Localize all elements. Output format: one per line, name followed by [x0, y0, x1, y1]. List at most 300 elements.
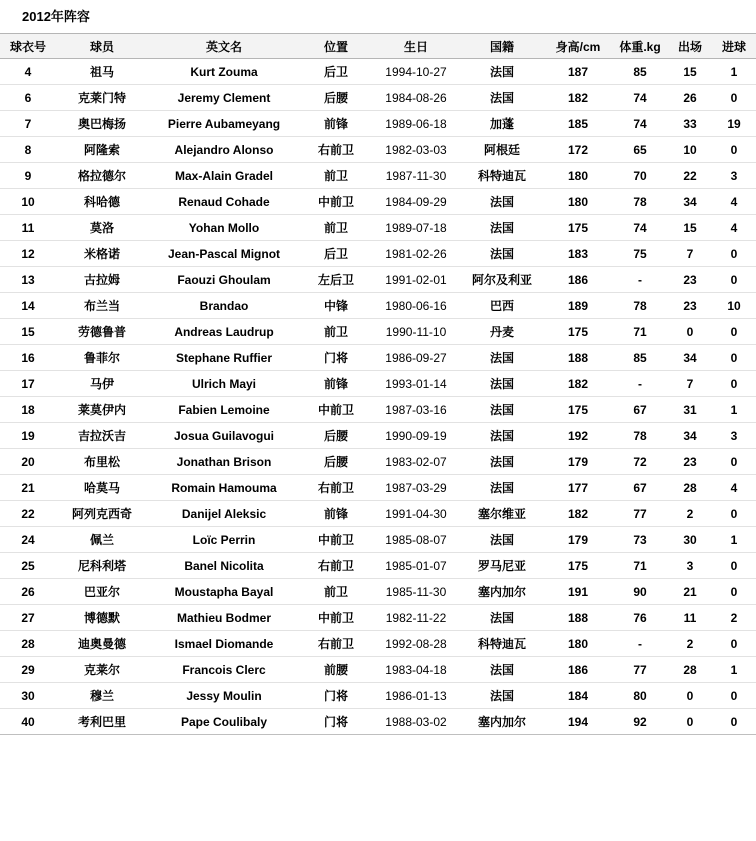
cell-height: 182 [544, 371, 612, 397]
column-header-weight: 体重.kg [612, 34, 668, 59]
cell-goals: 0 [712, 553, 756, 579]
cell-player: 莱莫伊内 [56, 397, 148, 423]
table-row [0, 59, 756, 85]
cell-weight: 76 [612, 605, 668, 631]
cell-birthday: 1985-11-30 [372, 579, 460, 605]
cell-english-name: Banel Nicolita [148, 553, 300, 579]
cell-nationality: 法国 [460, 215, 544, 241]
cell-nationality: 塞内加尔 [460, 579, 544, 605]
cell-player: 佩兰 [56, 527, 148, 553]
cell-weight: 92 [612, 709, 668, 735]
cell-player: 穆兰 [56, 683, 148, 709]
cell-appearances: 2 [668, 631, 712, 657]
column-header-appearances: 出场 [668, 34, 712, 59]
cell-position: 后腰 [300, 85, 372, 111]
cell-birthday: 1986-09-27 [372, 345, 460, 371]
table-row [0, 579, 756, 605]
cell-player: 劳德鲁普 [56, 319, 148, 345]
cell-appearances: 2 [668, 501, 712, 527]
cell-player: 米格诺 [56, 241, 148, 267]
table-row [0, 215, 756, 241]
table-row [0, 137, 756, 163]
cell-height: 175 [544, 215, 612, 241]
cell-position: 前锋 [300, 501, 372, 527]
cell-height: 187 [544, 59, 612, 85]
table-row [0, 423, 756, 449]
table-row [0, 683, 756, 709]
cell-position: 前锋 [300, 111, 372, 137]
cell-height: 172 [544, 137, 612, 163]
cell-player: 鲁菲尔 [56, 345, 148, 371]
table-row [0, 371, 756, 397]
cell-appearances: 23 [668, 293, 712, 319]
cell-goals: 0 [712, 345, 756, 371]
cell-player: 阿隆索 [56, 137, 148, 163]
cell-english-name: Josua Guilavogui [148, 423, 300, 449]
cell-appearances: 34 [668, 189, 712, 215]
cell-player: 巴亚尔 [56, 579, 148, 605]
cell-goals: 0 [712, 501, 756, 527]
cell-height: 180 [544, 631, 612, 657]
cell-nationality: 塞尔维亚 [460, 501, 544, 527]
cell-english-name: Pierre Aubameyang [148, 111, 300, 137]
cell-shirt-number: 28 [0, 631, 56, 657]
cell-nationality: 法国 [460, 397, 544, 423]
cell-appearances: 31 [668, 397, 712, 423]
cell-nationality: 丹麦 [460, 319, 544, 345]
table-row [0, 397, 756, 423]
column-header-player: 球员 [56, 34, 148, 59]
cell-birthday: 1991-04-30 [372, 501, 460, 527]
cell-weight: - [612, 371, 668, 397]
cell-goals: 0 [712, 579, 756, 605]
cell-weight: 85 [612, 345, 668, 371]
cell-english-name: Yohan Mollo [148, 215, 300, 241]
cell-goals: 19 [712, 111, 756, 137]
page-title: 2012年阵容 [22, 9, 90, 24]
cell-height: 185 [544, 111, 612, 137]
cell-position: 门将 [300, 683, 372, 709]
cell-height: 179 [544, 527, 612, 553]
cell-position: 前卫 [300, 319, 372, 345]
cell-birthday: 1983-02-07 [372, 449, 460, 475]
cell-english-name: Mathieu Bodmer [148, 605, 300, 631]
cell-birthday: 1990-11-10 [372, 319, 460, 345]
cell-position: 右前卫 [300, 475, 372, 501]
cell-player: 克莱门特 [56, 85, 148, 111]
cell-player: 克莱尔 [56, 657, 148, 683]
cell-english-name: Faouzi Ghoulam [148, 267, 300, 293]
cell-player: 奥巴梅扬 [56, 111, 148, 137]
cell-position: 右前卫 [300, 631, 372, 657]
cell-birthday: 1992-08-28 [372, 631, 460, 657]
cell-appearances: 28 [668, 475, 712, 501]
cell-birthday: 1987-11-30 [372, 163, 460, 189]
cell-player: 吉拉沃吉 [56, 423, 148, 449]
cell-height: 188 [544, 605, 612, 631]
cell-goals: 0 [712, 683, 756, 709]
cell-english-name: Pape Coulibaly [148, 709, 300, 735]
cell-shirt-number: 8 [0, 137, 56, 163]
table-row [0, 345, 756, 371]
cell-english-name: Alejandro Alonso [148, 137, 300, 163]
cell-shirt-number: 10 [0, 189, 56, 215]
cell-birthday: 1984-09-29 [372, 189, 460, 215]
cell-appearances: 26 [668, 85, 712, 111]
cell-nationality: 阿尔及利亚 [460, 267, 544, 293]
cell-weight: 72 [612, 449, 668, 475]
cell-weight: 67 [612, 475, 668, 501]
cell-nationality: 科特迪瓦 [460, 163, 544, 189]
cell-appearances: 34 [668, 345, 712, 371]
cell-height: 180 [544, 189, 612, 215]
cell-birthday: 1989-07-18 [372, 215, 460, 241]
cell-birthday: 1980-06-16 [372, 293, 460, 319]
cell-position: 门将 [300, 345, 372, 371]
table-body [0, 59, 756, 735]
cell-weight: 70 [612, 163, 668, 189]
cell-player: 马伊 [56, 371, 148, 397]
cell-shirt-number: 25 [0, 553, 56, 579]
cell-shirt-number: 21 [0, 475, 56, 501]
cell-position: 中前卫 [300, 605, 372, 631]
cell-weight: 78 [612, 189, 668, 215]
cell-nationality: 科特迪瓦 [460, 631, 544, 657]
cell-shirt-number: 4 [0, 59, 56, 85]
cell-english-name: Kurt Zouma [148, 59, 300, 85]
cell-birthday: 1987-03-29 [372, 475, 460, 501]
cell-height: 175 [544, 397, 612, 423]
cell-goals: 10 [712, 293, 756, 319]
cell-position: 中前卫 [300, 527, 372, 553]
cell-player: 哈莫马 [56, 475, 148, 501]
cell-shirt-number: 9 [0, 163, 56, 189]
table-row [0, 709, 756, 735]
table-row [0, 527, 756, 553]
cell-goals: 0 [712, 631, 756, 657]
cell-appearances: 15 [668, 215, 712, 241]
cell-height: 183 [544, 241, 612, 267]
cell-appearances: 7 [668, 371, 712, 397]
column-header-birthday: 生日 [372, 34, 460, 59]
cell-weight: 77 [612, 657, 668, 683]
cell-position: 中锋 [300, 293, 372, 319]
cell-weight: - [612, 267, 668, 293]
cell-english-name: Loïc Perrin [148, 527, 300, 553]
cell-weight: 73 [612, 527, 668, 553]
cell-goals: 0 [712, 241, 756, 267]
cell-english-name: Max-Alain Gradel [148, 163, 300, 189]
cell-weight: 75 [612, 241, 668, 267]
cell-english-name: Andreas Laudrup [148, 319, 300, 345]
cell-weight: 78 [612, 423, 668, 449]
cell-appearances: 7 [668, 241, 712, 267]
cell-position: 前卫 [300, 215, 372, 241]
cell-birthday: 1987-03-16 [372, 397, 460, 423]
cell-shirt-number: 17 [0, 371, 56, 397]
cell-shirt-number: 18 [0, 397, 56, 423]
table-row [0, 449, 756, 475]
cell-goals: 1 [712, 397, 756, 423]
cell-goals: 0 [712, 709, 756, 735]
cell-nationality: 罗马尼亚 [460, 553, 544, 579]
cell-height: 186 [544, 657, 612, 683]
table-row [0, 475, 756, 501]
cell-position: 前卫 [300, 579, 372, 605]
cell-nationality: 法国 [460, 475, 544, 501]
cell-weight: 71 [612, 319, 668, 345]
cell-player: 博德默 [56, 605, 148, 631]
cell-nationality: 法国 [460, 189, 544, 215]
cell-appearances: 21 [668, 579, 712, 605]
cell-player: 迪奥曼德 [56, 631, 148, 657]
cell-weight: 65 [612, 137, 668, 163]
cell-nationality: 塞内加尔 [460, 709, 544, 735]
cell-shirt-number: 30 [0, 683, 56, 709]
cell-goals: 1 [712, 527, 756, 553]
cell-height: 177 [544, 475, 612, 501]
table-row [0, 85, 756, 111]
column-header-goals: 进球 [712, 34, 756, 59]
cell-appearances: 23 [668, 267, 712, 293]
cell-height: 175 [544, 553, 612, 579]
cell-height: 188 [544, 345, 612, 371]
cell-shirt-number: 16 [0, 345, 56, 371]
table-header [0, 34, 756, 59]
cell-nationality: 加蓬 [460, 111, 544, 137]
cell-nationality: 法国 [460, 449, 544, 475]
cell-shirt-number: 14 [0, 293, 56, 319]
cell-english-name: Jonathan Brison [148, 449, 300, 475]
column-header-nationality: 国籍 [460, 34, 544, 59]
cell-english-name: Danijel Aleksic [148, 501, 300, 527]
cell-nationality: 法国 [460, 345, 544, 371]
cell-birthday: 1986-01-13 [372, 683, 460, 709]
cell-height: 180 [544, 163, 612, 189]
cell-appearances: 30 [668, 527, 712, 553]
cell-position: 后卫 [300, 241, 372, 267]
cell-goals: 4 [712, 215, 756, 241]
cell-height: 182 [544, 85, 612, 111]
table-row [0, 631, 756, 657]
cell-position: 左后卫 [300, 267, 372, 293]
cell-appearances: 33 [668, 111, 712, 137]
cell-shirt-number: 12 [0, 241, 56, 267]
cell-nationality: 巴西 [460, 293, 544, 319]
column-header-height: 身高/cm [544, 34, 612, 59]
cell-appearances: 3 [668, 553, 712, 579]
cell-shirt-number: 40 [0, 709, 56, 735]
cell-nationality: 法国 [460, 59, 544, 85]
cell-height: 186 [544, 267, 612, 293]
cell-height: 191 [544, 579, 612, 605]
cell-weight: - [612, 631, 668, 657]
table-row [0, 241, 756, 267]
cell-player: 考利巴里 [56, 709, 148, 735]
cell-appearances: 15 [668, 59, 712, 85]
cell-english-name: Brandao [148, 293, 300, 319]
cell-goals: 4 [712, 189, 756, 215]
cell-goals: 1 [712, 59, 756, 85]
cell-appearances: 22 [668, 163, 712, 189]
table-row [0, 319, 756, 345]
cell-height: 179 [544, 449, 612, 475]
cell-english-name: Jessy Moulin [148, 683, 300, 709]
cell-position: 右前卫 [300, 137, 372, 163]
cell-player: 古拉姆 [56, 267, 148, 293]
cell-birthday: 1993-01-14 [372, 371, 460, 397]
cell-position: 门将 [300, 709, 372, 735]
cell-goals: 2 [712, 605, 756, 631]
cell-position: 前腰 [300, 657, 372, 683]
cell-position: 后卫 [300, 59, 372, 85]
cell-goals: 0 [712, 85, 756, 111]
cell-height: 175 [544, 319, 612, 345]
cell-player: 祖马 [56, 59, 148, 85]
cell-weight: 78 [612, 293, 668, 319]
cell-position: 后腰 [300, 449, 372, 475]
column-header-shirt-number: 球衣号 [0, 34, 56, 59]
cell-birthday: 1991-02-01 [372, 267, 460, 293]
cell-birthday: 1988-03-02 [372, 709, 460, 735]
cell-appearances: 23 [668, 449, 712, 475]
cell-birthday: 1984-08-26 [372, 85, 460, 111]
roster-table [0, 33, 756, 735]
cell-position: 右前卫 [300, 553, 372, 579]
cell-position: 后腰 [300, 423, 372, 449]
cell-appearances: 0 [668, 319, 712, 345]
cell-position: 中前卫 [300, 189, 372, 215]
table-row [0, 657, 756, 683]
cell-player: 尼科利塔 [56, 553, 148, 579]
cell-weight: 77 [612, 501, 668, 527]
cell-height: 182 [544, 501, 612, 527]
cell-shirt-number: 26 [0, 579, 56, 605]
table-header-row [0, 34, 756, 59]
cell-birthday: 1994-10-27 [372, 59, 460, 85]
cell-nationality: 法国 [460, 423, 544, 449]
cell-shirt-number: 7 [0, 111, 56, 137]
cell-english-name: Jean-Pascal Mignot [148, 241, 300, 267]
column-header-position: 位置 [300, 34, 372, 59]
cell-goals: 0 [712, 319, 756, 345]
cell-shirt-number: 15 [0, 319, 56, 345]
cell-birthday: 1982-03-03 [372, 137, 460, 163]
cell-nationality: 法国 [460, 241, 544, 267]
cell-goals: 1 [712, 657, 756, 683]
cell-player: 布兰当 [56, 293, 148, 319]
cell-weight: 90 [612, 579, 668, 605]
table-row [0, 605, 756, 631]
cell-position: 前卫 [300, 163, 372, 189]
cell-goals: 0 [712, 267, 756, 293]
table-row [0, 267, 756, 293]
cell-goals: 3 [712, 423, 756, 449]
cell-shirt-number: 13 [0, 267, 56, 293]
table-row [0, 111, 756, 137]
cell-birthday: 1989-06-18 [372, 111, 460, 137]
cell-weight: 71 [612, 553, 668, 579]
cell-english-name: Ulrich Mayi [148, 371, 300, 397]
table-row [0, 553, 756, 579]
cell-appearances: 0 [668, 709, 712, 735]
cell-weight: 85 [612, 59, 668, 85]
cell-english-name: Stephane Ruffier [148, 345, 300, 371]
cell-weight: 74 [612, 111, 668, 137]
cell-goals: 0 [712, 449, 756, 475]
table-row [0, 293, 756, 319]
cell-weight: 67 [612, 397, 668, 423]
cell-nationality: 法国 [460, 371, 544, 397]
table-row [0, 189, 756, 215]
cell-player: 布里松 [56, 449, 148, 475]
table-row [0, 501, 756, 527]
cell-nationality: 法国 [460, 85, 544, 111]
cell-player: 科哈德 [56, 189, 148, 215]
column-header-english-name: 英文名 [148, 34, 300, 59]
cell-appearances: 34 [668, 423, 712, 449]
cell-weight: 74 [612, 85, 668, 111]
cell-shirt-number: 20 [0, 449, 56, 475]
cell-birthday: 1983-04-18 [372, 657, 460, 683]
cell-english-name: Ismael Diomande [148, 631, 300, 657]
cell-shirt-number: 11 [0, 215, 56, 241]
cell-goals: 3 [712, 163, 756, 189]
cell-shirt-number: 29 [0, 657, 56, 683]
cell-height: 192 [544, 423, 612, 449]
cell-goals: 0 [712, 137, 756, 163]
cell-birthday: 1982-11-22 [372, 605, 460, 631]
cell-player: 阿列克西奇 [56, 501, 148, 527]
cell-player: 格拉德尔 [56, 163, 148, 189]
cell-weight: 80 [612, 683, 668, 709]
cell-birthday: 1985-08-07 [372, 527, 460, 553]
cell-english-name: Francois Clerc [148, 657, 300, 683]
cell-birthday: 1985-01-07 [372, 553, 460, 579]
cell-shirt-number: 22 [0, 501, 56, 527]
cell-weight: 74 [612, 215, 668, 241]
cell-goals: 4 [712, 475, 756, 501]
cell-english-name: Romain Hamouma [148, 475, 300, 501]
cell-nationality: 法国 [460, 683, 544, 709]
cell-height: 189 [544, 293, 612, 319]
cell-height: 194 [544, 709, 612, 735]
cell-nationality: 法国 [460, 527, 544, 553]
cell-player: 莫洛 [56, 215, 148, 241]
cell-shirt-number: 6 [0, 85, 56, 111]
cell-appearances: 10 [668, 137, 712, 163]
cell-position: 中前卫 [300, 397, 372, 423]
cell-appearances: 11 [668, 605, 712, 631]
cell-english-name: Fabien Lemoine [148, 397, 300, 423]
cell-appearances: 0 [668, 683, 712, 709]
cell-english-name: Moustapha Bayal [148, 579, 300, 605]
cell-english-name: Jeremy Clement [148, 85, 300, 111]
table-row [0, 163, 756, 189]
cell-english-name: Renaud Cohade [148, 189, 300, 215]
cell-nationality: 法国 [460, 657, 544, 683]
cell-goals: 0 [712, 371, 756, 397]
cell-height: 184 [544, 683, 612, 709]
cell-shirt-number: 19 [0, 423, 56, 449]
cell-shirt-number: 27 [0, 605, 56, 631]
cell-position: 前锋 [300, 371, 372, 397]
cell-nationality: 法国 [460, 605, 544, 631]
cell-shirt-number: 24 [0, 527, 56, 553]
cell-appearances: 28 [668, 657, 712, 683]
cell-birthday: 1981-02-26 [372, 241, 460, 267]
cell-birthday: 1990-09-19 [372, 423, 460, 449]
